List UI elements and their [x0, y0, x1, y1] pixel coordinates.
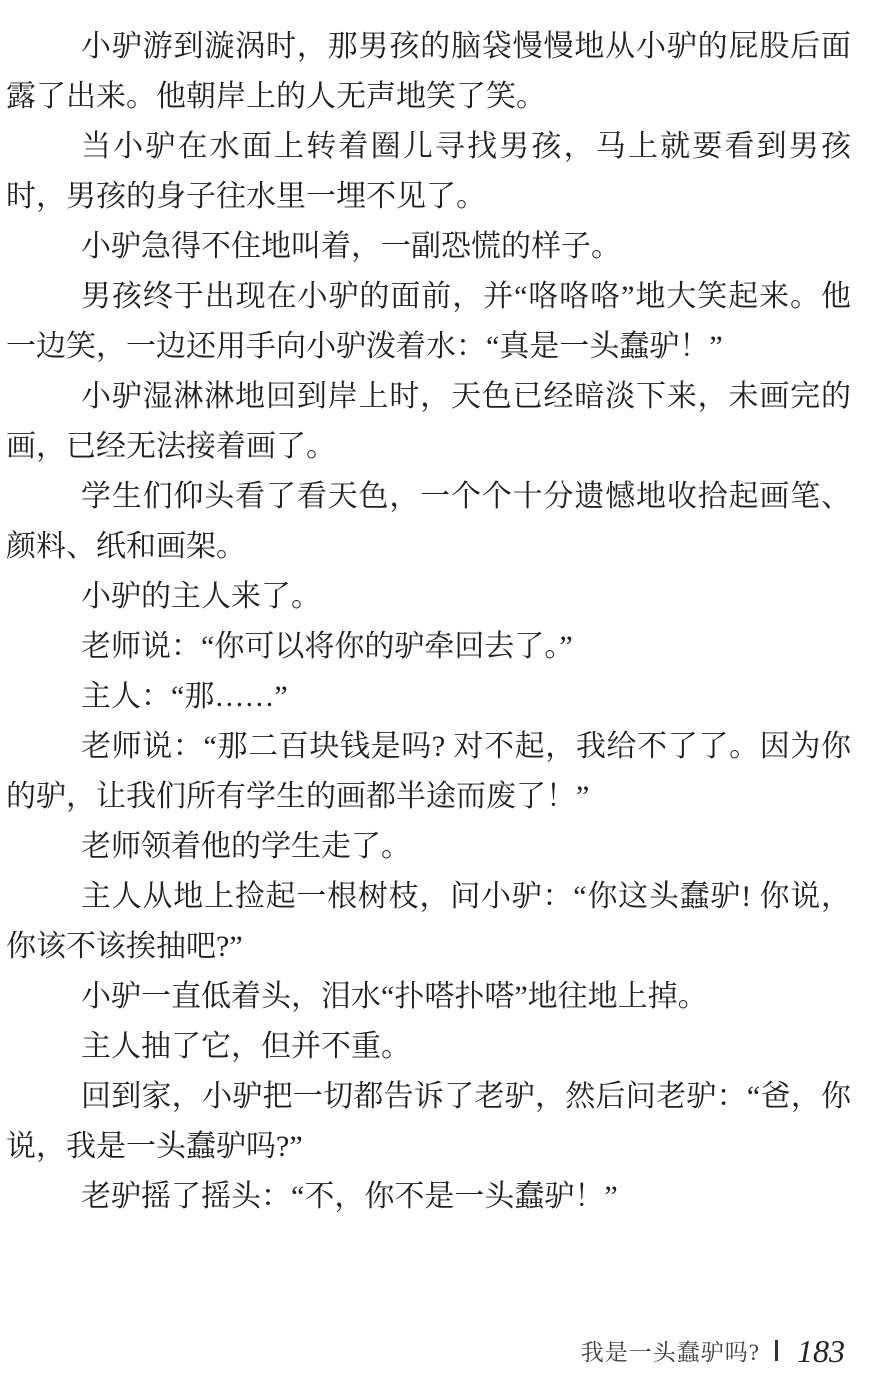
paragraph: 老师说：“你可以将你的驴牵回去了。” — [81, 630, 573, 663]
paragraph: 主人：“那……” — [81, 680, 288, 713]
paragraph: 小驴游到漩涡时，那男孩的脑袋慢慢地从小驴的屁股后面露了出来。他朝岸上的人无声地笑了笑。 — [6, 30, 851, 113]
paragraph: 回到家，小驴把一切都告诉了老驴，然后问老驴：“爸，你说，我是一头蠢驴吗?” — [6, 1080, 851, 1163]
running-title: 我是一头蠢驴吗? — [580, 1340, 760, 1365]
paragraph: 学生们仰头看了看天色，一个个十分遗憾地收拾起画笔、颜料、纸和画架。 — [6, 480, 851, 563]
paragraph: 小驴一直低着头，泪水“扑嗒扑嗒”地往地上掉。 — [81, 980, 708, 1013]
paragraph: 老师领着他的学生走了。 — [81, 830, 411, 863]
footer-separator-bar — [775, 1340, 778, 1361]
page-footer — [581, 1334, 845, 1367]
paragraph: 当小驴在水面上转着圈儿寻找男孩，马上就要看到男孩时，男孩的身子往水里一埋不见了。 — [6, 130, 851, 213]
paragraph: 小驴湿淋淋地回到岸上时，天色已经暗淡下来，未画完的画，已经无法接着画了。 — [6, 380, 851, 463]
page-number: 183 — [797, 1332, 845, 1369]
paragraph: 主人从地上捡起一根树枝，问小驴：“你这头蠢驴! 你说，你该不该挨抽吧?” — [6, 880, 851, 963]
paragraph: 老师说：“那二百块钱是吗? 对不起，我给不了了。因为你的驴，让我们所有学生的画都半途而废了！” — [6, 730, 851, 813]
paragraph: 主人抽了它，但并不重。 — [81, 1030, 411, 1063]
paragraph: 小驴的主人来了。 — [81, 580, 321, 613]
paragraph: 老驴摇了摇头：“不，你不是一头蠢驴！” — [81, 1180, 618, 1213]
paragraph: 小驴急得不住地叫着，一副恐慌的样子。 — [81, 230, 621, 263]
paragraph: 男孩终于出现在小驴的面前，并“咯咯咯”地大笑起来。他一边笑，一边还用手向小驴泼着水：“真是一头蠢驴！” — [6, 280, 851, 363]
